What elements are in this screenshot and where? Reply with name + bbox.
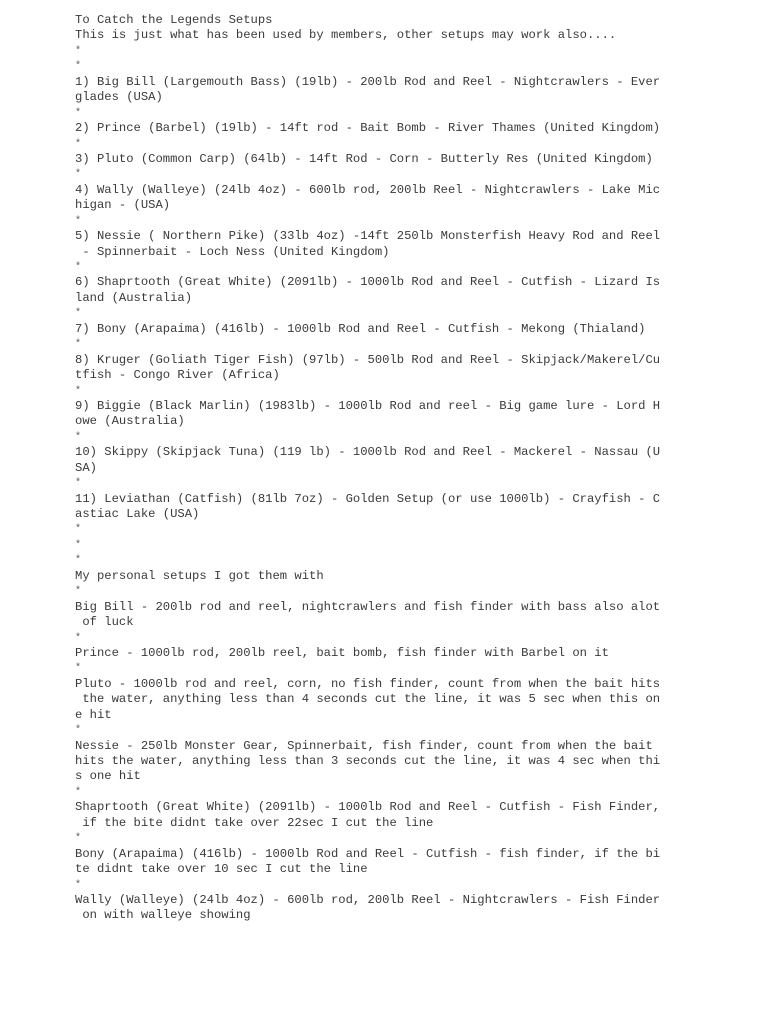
personal-setup-entry-line: e hit — [75, 707, 112, 722]
separator-star: * — [75, 663, 82, 675]
document-intro: This is just what has been used by members, other setups may work also.... — [75, 28, 617, 43]
separator-star: * — [75, 45, 82, 57]
personal-setup-entry-line: Shaprtooth (Great White) (2091lb) - 1000lb Rod and Reel - Cutfish - Fish Finder, — [75, 800, 661, 815]
personal-setup-entry — [75, 646, 675, 677]
legends-list — [75, 75, 675, 523]
personal-setup-entry — [75, 600, 675, 646]
separator-star: * — [75, 215, 82, 227]
separator-star: * — [75, 478, 82, 490]
legend-entry-line: 9) Biggie (Black Marlin) (1983lb) - 1000lb Rod and reel - Big game lure - Lord H — [75, 398, 661, 413]
separator-star: * — [75, 833, 82, 845]
legend-entry-line: owe (Australia) — [75, 414, 185, 429]
separator-star: * — [75, 308, 82, 320]
personal-setup-entry-line: Big Bill - 200lb rod and reel, nightcrawlers and fish finder with bass also alot — [75, 599, 661, 614]
personal-setup-entry-line: of luck — [75, 615, 134, 630]
personal-setups-list — [75, 600, 675, 924]
personal-setup-entry-line: on with walleye showing — [75, 908, 251, 923]
legend-entry-line: 8) Kruger (Goliath Tiger Fish) (97lb) - 500lb Rod and Reel - Skipjack/Makerel/Cu — [75, 352, 661, 367]
legend-entry-line: 3) Pluto (Common Carp) (64lb) - 14ft Rod - Corn - Butterly Res (United Kingdom) — [75, 151, 653, 166]
personal-heading: My personal setups I got them with — [75, 568, 324, 583]
legend-entry-line: glades (USA) — [75, 90, 163, 105]
legend-entry — [75, 152, 675, 183]
legend-entry-line: 1) Big Bill (Largemouth Bass) (19lb) - 200lb Rod and Reel - Nightcrawlers - Ever — [75, 74, 661, 89]
legend-entry — [75, 353, 675, 399]
personal-setup-entry-line: s one hit — [75, 769, 141, 784]
legend-entry-line: land (Australia) — [75, 290, 193, 305]
legend-entry-line: SA) — [75, 460, 97, 475]
legend-entry-line: tfish - Congo River (Africa) — [75, 368, 280, 383]
legend-entry — [75, 275, 675, 321]
personal-setup-entry-line: hits the water, anything less than 3 seconds cut the line, it was 4 sec when thi — [75, 754, 661, 768]
legend-entry-line: 11) Leviathan (Catfish) (81lb 7oz) - Golden Setup (or use 1000lb) - Crayfish - C — [75, 491, 661, 506]
legend-entry-line: 7) Bony (Arapaima) (416lb) - 1000lb Rod and Reel - Cutfish - Mekong (Thialand) — [75, 321, 646, 336]
personal-setup-entry-line: Wally (Walleye) (24lb 4oz) - 600lb rod, 200lb Reel - Nightcrawlers - Fish Finder — [75, 892, 661, 907]
personal-setup-entry — [75, 893, 675, 924]
document-page — [75, 13, 675, 924]
separator-star: * — [75, 786, 82, 798]
legend-entry-line: 2) Prince (Barbel) (19lb) - 14ft rod - Bait Bomb - River Thames (United Kingdom) — [75, 121, 661, 136]
separator-star: * — [75, 586, 82, 598]
separator-star: * — [75, 725, 82, 737]
separator-star: * — [75, 339, 82, 351]
legend-entry — [75, 445, 675, 491]
separator-star: * — [75, 138, 82, 150]
legend-entry-line: higan - (USA) — [75, 198, 171, 213]
legend-entry — [75, 183, 675, 229]
legend-entry — [75, 492, 675, 523]
separator-star: * — [75, 169, 82, 181]
legend-entry-line: 10) Skippy (Skipjack Tuna) (119 lb) - 1000lb Rod and Reel - Mackerel - Nassau (U — [75, 445, 661, 460]
separator-star: * — [75, 385, 82, 397]
personal-setup-entry-line: Prince - 1000lb rod, 200lb reel, bait bomb, fish finder with Barbel on it — [75, 645, 609, 660]
personal-setup-entry — [75, 677, 675, 739]
legend-entry — [75, 121, 675, 152]
separator-star: * — [75, 539, 82, 551]
separator-star: * — [75, 431, 82, 443]
personal-setup-entry-line: if the bite didnt take over 22sec I cut the line — [75, 815, 434, 830]
legend-entry-line: astiac Lake (USA) — [75, 507, 200, 521]
legend-entry — [75, 399, 675, 445]
separator-star: * — [75, 107, 82, 119]
separator-star: * — [75, 61, 82, 73]
legend-entry — [75, 229, 675, 275]
legend-entry-line: 4) Wally (Walleye) (24lb 4oz) - 600lb rod, 200lb Reel - Nightcrawlers - Lake Mic — [75, 182, 661, 197]
personal-setup-entry — [75, 739, 675, 801]
legend-entry-line: 5) Nessie ( Northern Pike) (33lb 4oz) -14ft 250lb Monsterfish Heavy Rod and Reel — [75, 229, 661, 244]
personal-setup-entry-line: Nessie - 250lb Monster Gear, Spinnerbait, fish finder, count from when the bait — [75, 738, 653, 753]
separator-star: * — [75, 879, 82, 891]
personal-setup-entry-line: Pluto - 1000lb rod and reel, corn, no fish finder, count from when the bait hits — [75, 676, 661, 691]
personal-setup-entry-line: Bony (Arapaima) (416lb) - 1000lb Rod and Reel - Cutfish - fish finder, if the bi — [75, 846, 661, 861]
legend-entry — [75, 322, 675, 353]
personal-setup-entry-line: the water, anything less than 4 seconds cut the line, it was 5 sec when this on — [75, 692, 661, 707]
personal-setup-entry-line: te didnt take over 10 sec I cut the line — [75, 862, 368, 877]
legend-entry-line: - Spinnerbait - Loch Ness (United Kingdom) — [75, 244, 390, 259]
personal-setup-entry — [75, 847, 675, 893]
document-title: To Catch the Legends Setups — [75, 13, 273, 27]
legend-entry-line: 6) Shaprtooth (Great White) (2091lb) - 1000lb Rod and Reel - Cutfish - Lizard Is — [75, 275, 661, 290]
separator-star: * — [75, 524, 82, 536]
legend-entry — [75, 75, 675, 121]
separator-star: * — [75, 262, 82, 273]
personal-setup-entry — [75, 800, 675, 846]
separator-star: * — [75, 632, 82, 644]
separator-star: * — [75, 555, 82, 567]
